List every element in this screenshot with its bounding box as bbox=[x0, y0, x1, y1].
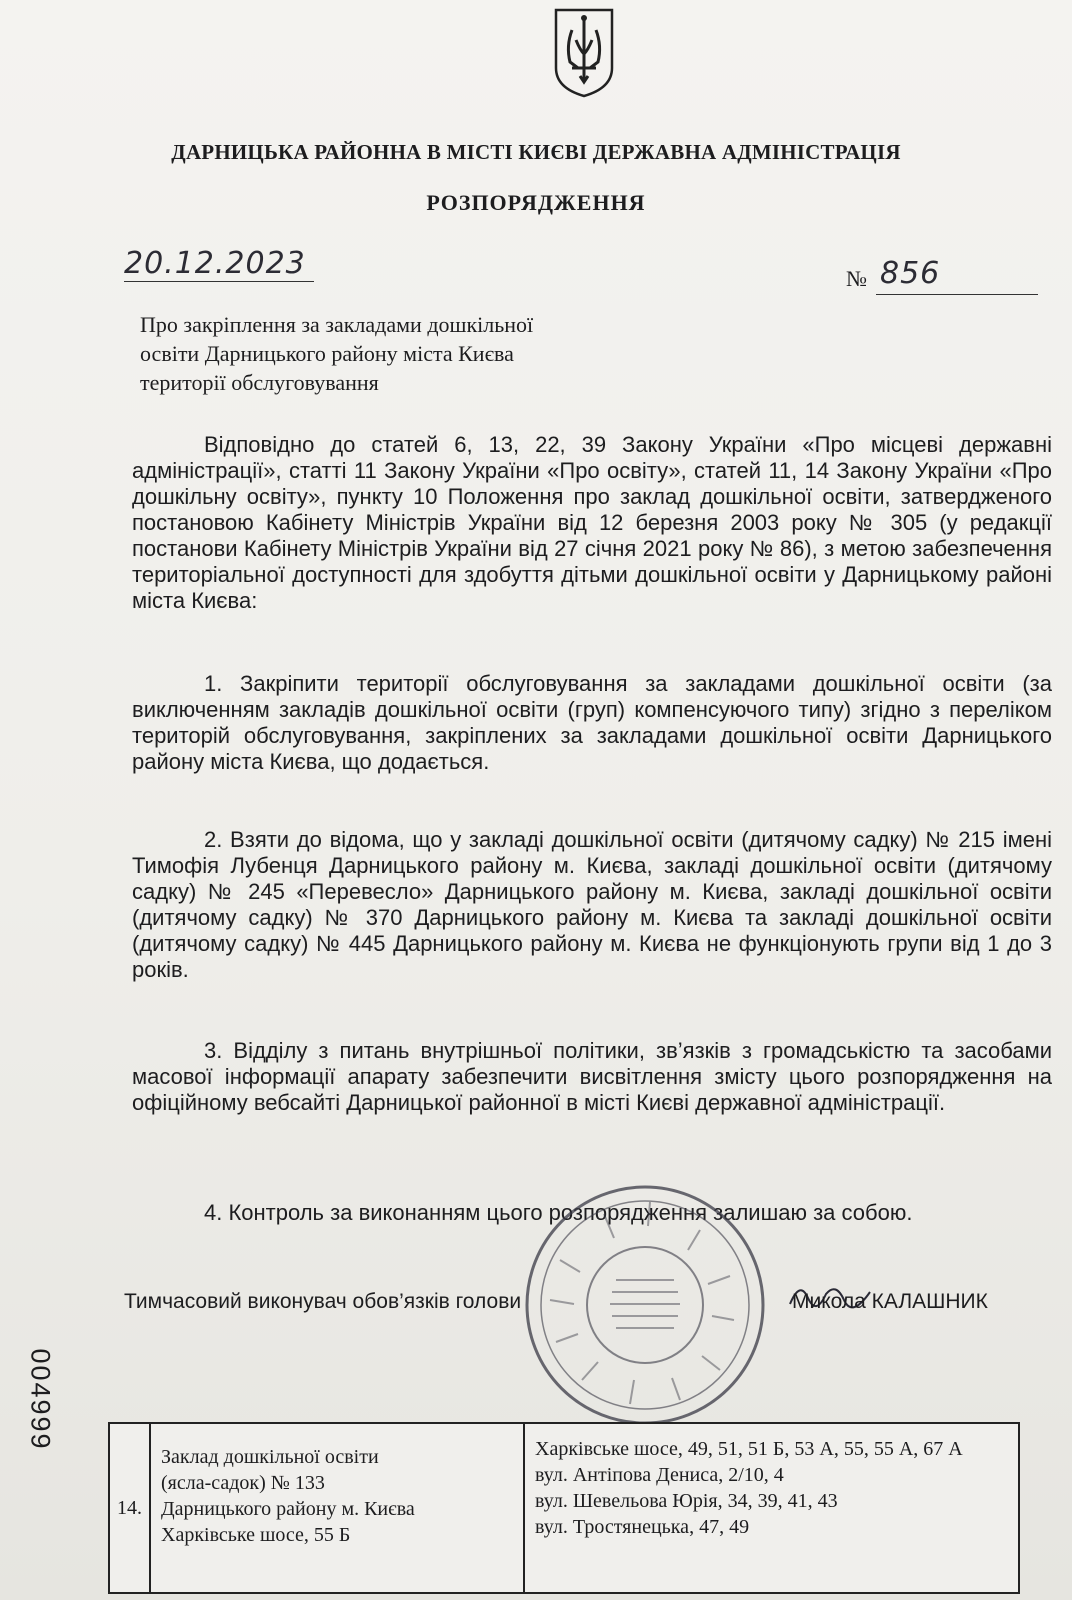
official-seal bbox=[520, 1180, 770, 1430]
row-number: 14. bbox=[109, 1423, 150, 1593]
address-line: вул. Шевельова Юрія, 34, 39, 41, 43 bbox=[535, 1490, 838, 1512]
institution-line: (ясла-садок) № 133 bbox=[161, 1472, 325, 1494]
organization-name: ДАРНИЦЬКА РАЙОННА В МІСТІ КИЄВІ ДЕРЖАВНА АДМІНІСТРАЦІЯ bbox=[171, 140, 901, 164]
coat-of-arms-icon bbox=[552, 6, 616, 98]
clause-2: 2. Взяти до відома, що у закладі дошкільної освіти (дитячому садку) № 215 імені Тимофія Лубенця Дарницького району м. Києва, закладі дошкільної освіти (дитячому садку) № 245 «Перевесло» Дарницького району м. Києва, закладі дошкільної освіти (дитячому садку) № 370 Дарницького району м. Києва та закладі дошкільної освіти (дитячому садку) № 445 Дарницького району м. Києва не функціонують групи від 1 до 3 років. bbox=[132, 827, 1052, 982]
side-serial-text: 004999 bbox=[25, 1348, 56, 1451]
document-type: РОЗПОРЯДЖЕННЯ bbox=[426, 190, 646, 215]
clause-3: 3. Відділу з питань внутрішньої політики, зв’язків з громадськістю та засобами масової інформації апарату забезпечити висвітлення змісту цього розпорядження на офіційному вебсайті Дарницької районної в місті Києві державної адміністрації. bbox=[132, 1038, 1052, 1115]
institution-line: Заклад дошкільної освіти bbox=[161, 1446, 379, 1468]
subject-line: Про закріплення за закладами дошкільної bbox=[140, 312, 534, 337]
addresses-cell bbox=[524, 1423, 1019, 1593]
number-underline bbox=[876, 294, 1038, 295]
annex-table bbox=[108, 1422, 1020, 1594]
subject-line: освіти Дарницького району міста Києва bbox=[140, 341, 514, 366]
signatory-title: Тимчасовий виконувач обов’язків голови bbox=[124, 1290, 522, 1313]
clause-4: 4. Контроль за виконанням цього розпорядження залишаю за собою. bbox=[204, 1200, 913, 1225]
document-subject bbox=[140, 310, 533, 397]
address-line: вул. Антіпова Дениса, 2/10, 4 bbox=[535, 1464, 784, 1486]
institution-line: Дарницького району м. Києва bbox=[161, 1498, 415, 1520]
document-number: 856 bbox=[880, 256, 941, 291]
number-label: № bbox=[846, 266, 867, 291]
preamble-paragraph: Відповідно до статей 6, 13, 22, 39 Закону України «Про місцеві державні адміністрації», статті 11 Закону України «Про освіту», статей 11, 14 Закону України «Про дошкільну освіту», пункту 10 Положення про заклад дошкільної освіти, затвердженого постановою Кабінету Міністрів України від 12 березня 2003 року № 305 (у редакції постанови Кабінету Міністрів України від 27 січня 2021 року № 86), з метою забезпечення територіальної доступності для здобуття дітьми дошкільної освіти у Дарницькому районі міста Києва: bbox=[132, 432, 1052, 613]
document-date: 20.12.2023 bbox=[124, 246, 306, 281]
address-line: вул. Тростянецька, 47, 49 bbox=[535, 1516, 750, 1538]
institution-line: Харківське шосе, 55 Б bbox=[161, 1524, 351, 1546]
institution-cell bbox=[150, 1423, 524, 1593]
signatory-name: Микола КАЛАШНИК bbox=[792, 1290, 988, 1313]
table-row bbox=[109, 1423, 1019, 1593]
clause-1: 1. Закріпити території обслуговування за закладами дошкільної освіти (за виключенням закладів дошкільної освіти (груп) компенсуючого типу) згідно з переліком територій обслуговування, закріплених за закладами дошкільної освіти Дарницького району міста Києва, що додається. bbox=[132, 671, 1052, 774]
subject-line: території обслуговування bbox=[140, 370, 379, 395]
date-underline bbox=[124, 281, 314, 282]
address-line: Харківське шосе, 49, 51, 51 Б, 53 А, 55, 55 А, 67 А bbox=[535, 1438, 963, 1460]
